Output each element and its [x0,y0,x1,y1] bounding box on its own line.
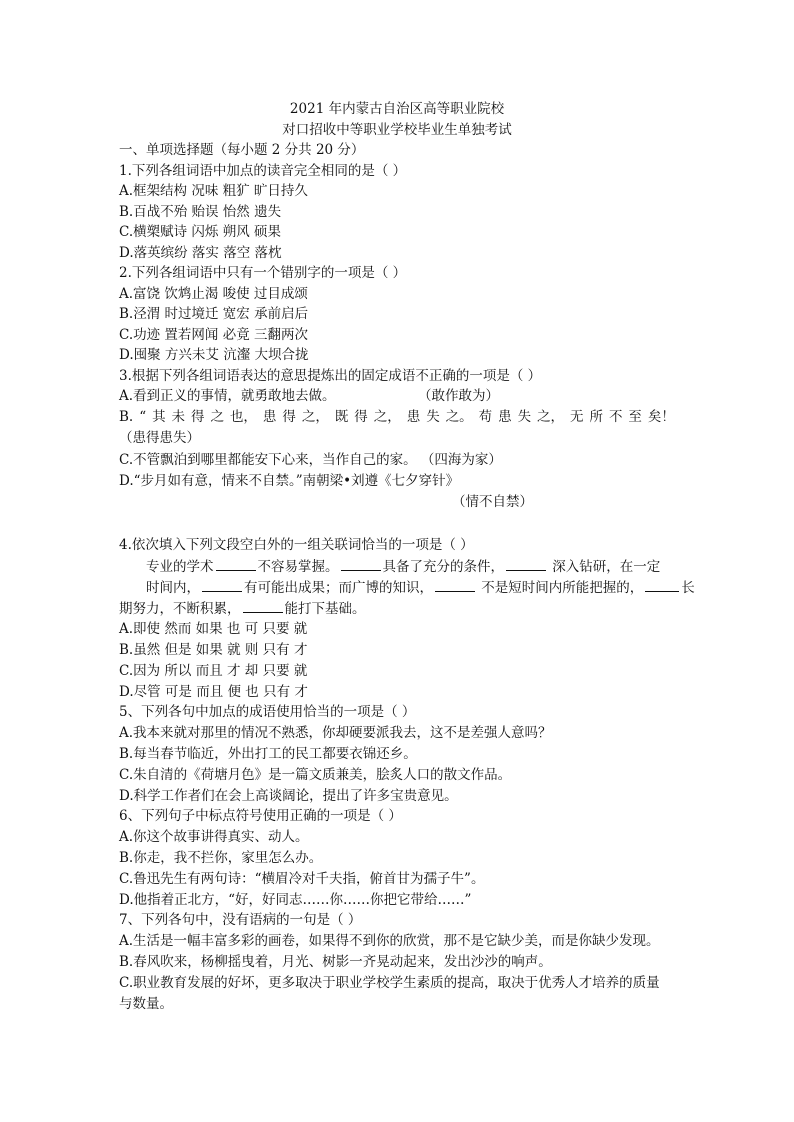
question-3-option-d: D.“步月如有意，情来不自禁。”南朝梁•刘遵《七夕穿针》 [119,473,460,489]
q3b-part: 之。 [445,409,473,425]
question-4-option-a: A.即使 然而 如果 也 可 只要 就 [119,621,308,637]
passage-text: 有可能出成果；而广博的知识， [244,580,433,596]
q3b-part: 苟 [478,409,493,425]
q3b-part: 无 [570,409,584,425]
q3b-part: 之， [301,409,329,425]
question-5-stem: 5、下列各句中加点的成语使用恰当的一项是（ ） [119,704,416,720]
passage-text: 时间内， [146,580,200,596]
question-6-option-b: B.你走，我不拦你，家里怎么办。 [119,850,323,866]
q3b-part: 其 [152,409,166,425]
q3b-part: 之， [537,409,565,425]
question-3-option-a: A.看到正义的事情，就勇敢地去做。 [119,388,336,404]
fill-blank [506,556,546,571]
question-4-passage-line3 [119,598,366,619]
fill-blank [243,598,283,613]
question-2-option-c: C.功迹 置若网闻 必竟 三翻两次 [119,327,309,343]
question-3-option-b-answer: （患得患失） [119,430,200,446]
q3b-part: 患 [262,409,277,425]
exam-title-line2: 对口招收中等职业学校毕业生单独考试 [282,122,512,138]
q3b-part: “ [139,409,147,425]
fill-blank [216,556,256,571]
q3b-part: 所 [589,409,603,425]
exam-title-line1: 2021 年内蒙古自治区高等职业院校 [289,101,505,117]
question-5-option-d: D.科学工作者们在会上高谈阔论，提出了许多宝贵意见。 [119,788,458,804]
passage-text: 长 [681,580,695,596]
question-1-option-c: C.横槊赋诗 闪烁 朔风 硕果 [119,224,282,240]
fill-blank [202,577,242,592]
question-4-stem: 4.依次填入下列文段空白外的一组关联词恰当的一项是（ ） [119,537,474,553]
question-3-option-c: C.不管飘泊到哪里都能安下心来，当作自己的家。 （四海为家） [119,452,502,468]
question-3-stem: 3.根据下列各组词语表达的意思提炼出的固定成语不正确的一项是（ ） [119,368,542,384]
q3b-part: 患 [406,409,421,425]
question-3-option-d-answer: （情不自禁） [452,494,533,510]
question-5-option-b: B.每当春节临近，外出打工的民工都要衣锦还乡。 [119,746,417,762]
question-5-option-a: A.我本来就对那里的情况不熟悉，你却硬要派我去，这不是差强人意吗？ [119,725,552,741]
question-6-option-d: D.他指着正北方，“好，好同志……你……你把它带给……” [119,892,472,908]
passage-text: 期努力，不断积累， [119,601,241,617]
q3b-part: 失 [517,409,532,425]
fill-blank [341,556,381,571]
section-heading: 一、单项选择题（每小题 2 分共 20 分） [119,142,365,158]
passage-text: 能打下基础。 [284,601,366,617]
q3b-part: 失 [426,409,440,425]
q3b-part: 得 [282,409,296,425]
q3b-part: 至 [628,409,642,425]
fill-blank [645,577,679,592]
question-2-option-b: B.泾渭 时过境迁 宽宏 承前启后 [119,306,309,322]
question-7-option-a: A.生活是一幅丰富多彩的画卷，如果得不到你的欣赏，那不是它缺少美，而是你缺少发现。 [119,933,660,949]
question-1-option-b: B.百战不殆 贻误 怡然 遗失 [119,204,282,220]
question-3-option-a-answer: （敢作敢为） [418,388,499,404]
q3b-part: 既 [334,409,349,425]
passage-text: 专业的学术 [146,559,214,575]
passage-text: 深入钻研，在一定 [548,559,661,575]
question-3-option-b [119,407,675,427]
question-7-stem: 7、下列各句中，没有语病的一句是（ ） [119,912,362,928]
q3b-part: 未 [171,409,186,425]
question-7-option-b: B.春风吹来，杨柳摇曳着，月光、树影一齐晃动起来，发出沙沙的响声。 [119,954,552,970]
question-2-option-a: A.富饶 饮鸩止渴 唆使 过目成颂 [119,286,308,302]
question-4-passage-line1 [146,556,660,577]
q3b-part: 得 [354,409,368,425]
question-4-option-d: D.尽管 可是 而且 便 也 只有 才 [119,684,308,700]
question-1-stem: 1.下列各组词语中加点的读音完全相同的是（ ） [119,163,407,179]
fill-blank [435,577,475,592]
passage-text: 不是短时间内所能把握的， [477,580,644,596]
q3b-part: 也， [229,409,257,425]
q3b-part: B. [119,409,134,425]
question-7-option-c-line1: C.职业教育发展的好坏，更多取决于职业学校学生素质的提高，取决于优秀人才培养的质量 [119,975,660,991]
question-6-option-a: A.你这个故事讲得真实、动人。 [119,829,309,845]
question-6-option-c: C.鲁迅先生有两句诗：“横眉冷对千夫指，俯首甘为孺子牛”。 [119,871,485,887]
q3b-part: 患 [498,409,512,425]
question-4-option-c: C.因为 所以 而且 才 却 只要 就 [119,663,308,679]
q3b-part: 不 [608,409,623,425]
question-6-stem: 6、下列句子中标点符号使用正确的一项是（ ） [119,808,402,824]
question-4-option-b: B.虽然 但是 如果 就 则 只有 才 [119,642,308,658]
passage-text: 不容易掌握。 [257,559,339,575]
question-2-option-d: D.囤聚 方兴未艾 沆瀣 大坝合拢 [119,347,309,363]
question-7-option-c-line2: 与数量。 [119,996,173,1012]
question-2-stem: 2.下列各组词语中只有一个错别字的一项是（ ） [119,265,407,281]
question-4-passage-line2 [146,577,695,598]
q3b-part: 矣！ [647,409,675,425]
q3b-part: 之 [210,409,224,425]
question-1-option-d: D.落英缤纷 落实 落空 落枕 [119,245,282,261]
q3b-part: 得 [191,409,205,425]
question-1-option-a: A.框架结构 况味 粗犷 旷日持久 [119,183,308,199]
q3b-part: 之， [373,409,401,425]
passage-text: 具备了充分的条件， [382,559,504,575]
question-5-option-c: C.朱自清的《荷塘月色》是一篇文质兼美，脍炙人口的散文作品。 [119,767,512,783]
